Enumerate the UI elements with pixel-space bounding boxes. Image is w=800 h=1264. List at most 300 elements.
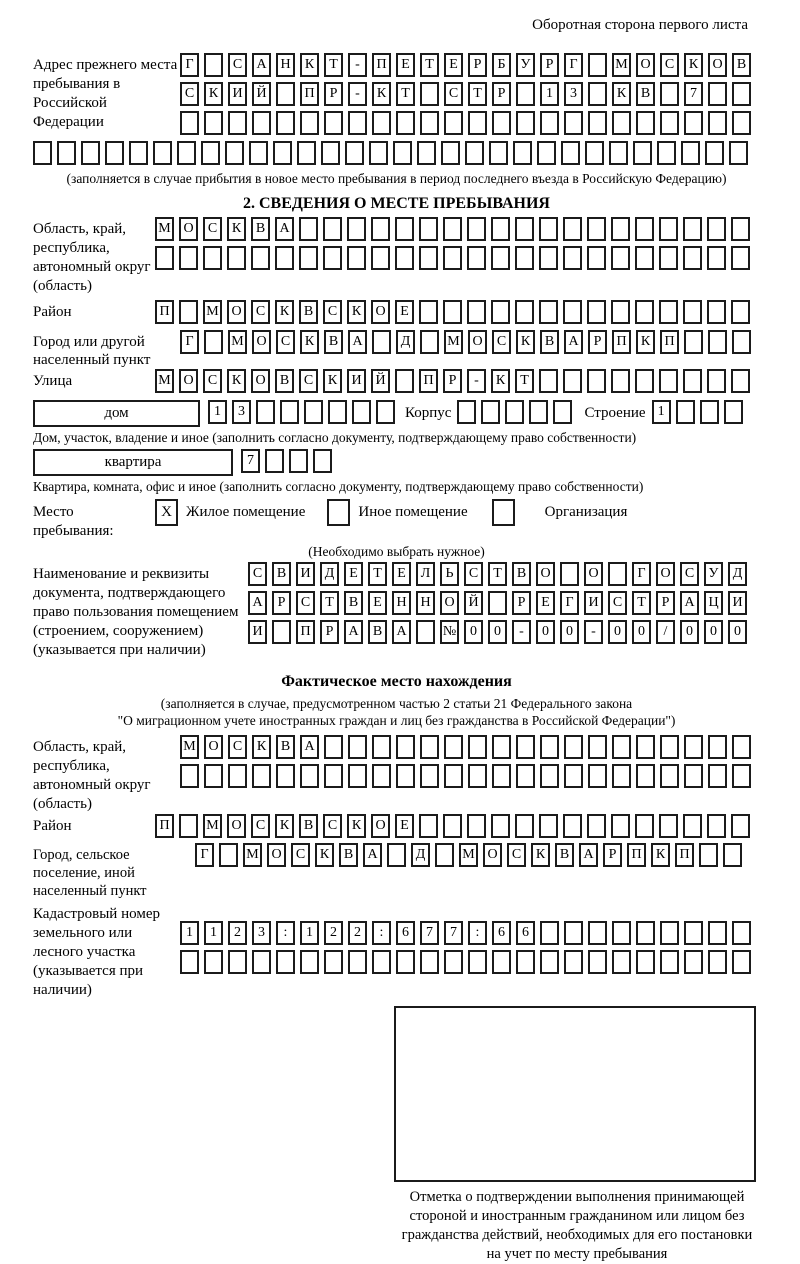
char-box[interactable] xyxy=(395,246,414,270)
char-box[interactable] xyxy=(265,449,284,473)
char-box[interactable]: Т xyxy=(488,562,507,586)
char-box[interactable] xyxy=(324,764,343,788)
char-box[interactable] xyxy=(419,300,438,324)
char-box[interactable] xyxy=(539,369,558,393)
char-box[interactable]: П xyxy=(155,300,174,324)
char-box[interactable]: 1 xyxy=(300,921,319,945)
char-box[interactable]: С xyxy=(203,369,222,393)
char-box[interactable]: Т xyxy=(468,82,487,106)
char-box[interactable] xyxy=(417,141,436,165)
char-box[interactable]: Р xyxy=(324,82,343,106)
char-box[interactable] xyxy=(513,141,532,165)
char-box[interactable]: О xyxy=(179,369,198,393)
char-box[interactable] xyxy=(348,764,367,788)
char-box[interactable] xyxy=(313,449,332,473)
char-box[interactable] xyxy=(57,141,76,165)
char-box[interactable]: О xyxy=(636,53,655,77)
char-box[interactable] xyxy=(396,111,415,135)
char-box[interactable] xyxy=(179,814,198,838)
char-box[interactable]: К xyxy=(516,330,535,354)
char-box[interactable]: Р xyxy=(588,330,607,354)
char-box[interactable] xyxy=(732,82,751,106)
char-box[interactable] xyxy=(659,300,678,324)
char-box[interactable] xyxy=(636,764,655,788)
char-box[interactable]: С xyxy=(299,369,318,393)
char-box[interactable]: С xyxy=(203,217,222,241)
char-box[interactable]: Ь xyxy=(440,562,459,586)
char-box[interactable]: - xyxy=(348,82,367,106)
char-box[interactable]: 2 xyxy=(324,921,343,945)
char-box[interactable] xyxy=(516,764,535,788)
char-box[interactable] xyxy=(635,246,654,270)
char-box[interactable] xyxy=(280,400,299,424)
char-box[interactable] xyxy=(731,300,750,324)
char-box[interactable] xyxy=(372,111,391,135)
char-box[interactable]: Е xyxy=(396,53,415,77)
char-box[interactable] xyxy=(635,300,654,324)
char-box[interactable]: П xyxy=(419,369,438,393)
char-box[interactable]: В xyxy=(299,814,318,838)
char-box[interactable]: О xyxy=(440,591,459,615)
char-box[interactable] xyxy=(201,141,220,165)
char-box[interactable] xyxy=(276,950,295,974)
char-box[interactable] xyxy=(180,111,199,135)
char-box[interactable] xyxy=(420,950,439,974)
char-box[interactable]: - xyxy=(512,620,531,644)
char-box[interactable]: Е xyxy=(395,814,414,838)
char-box[interactable] xyxy=(420,111,439,135)
char-box[interactable]: Р xyxy=(492,82,511,106)
char-box[interactable]: П xyxy=(155,814,174,838)
char-box[interactable] xyxy=(681,141,700,165)
char-box[interactable] xyxy=(633,141,652,165)
char-box[interactable] xyxy=(81,141,100,165)
char-box[interactable] xyxy=(180,764,199,788)
char-box[interactable] xyxy=(611,369,630,393)
char-box[interactable] xyxy=(516,111,535,135)
char-box[interactable] xyxy=(660,921,679,945)
char-box[interactable]: С xyxy=(248,562,267,586)
char-box[interactable]: К xyxy=(204,82,223,106)
char-box[interactable] xyxy=(611,217,630,241)
char-box[interactable] xyxy=(708,330,727,354)
char-box[interactable] xyxy=(635,217,654,241)
char-box[interactable] xyxy=(420,735,439,759)
char-box[interactable]: : xyxy=(468,921,487,945)
char-box[interactable]: О xyxy=(251,369,270,393)
char-box[interactable]: С xyxy=(291,843,310,867)
char-box[interactable] xyxy=(347,246,366,270)
char-box[interactable]: С xyxy=(323,300,342,324)
char-box[interactable] xyxy=(465,141,484,165)
char-box[interactable]: С xyxy=(323,814,342,838)
char-box[interactable] xyxy=(252,111,271,135)
char-box[interactable]: 0 xyxy=(536,620,555,644)
char-box[interactable] xyxy=(249,141,268,165)
char-box[interactable] xyxy=(467,300,486,324)
char-box[interactable] xyxy=(683,246,702,270)
char-box[interactable] xyxy=(684,950,703,974)
char-box[interactable] xyxy=(419,246,438,270)
char-box[interactable] xyxy=(612,764,631,788)
char-box[interactable] xyxy=(732,111,751,135)
char-box[interactable] xyxy=(492,735,511,759)
char-box[interactable] xyxy=(660,950,679,974)
char-box[interactable] xyxy=(588,82,607,106)
char-box[interactable] xyxy=(396,735,415,759)
char-box[interactable] xyxy=(608,562,627,586)
char-box[interactable]: Р xyxy=(540,53,559,77)
char-box[interactable]: А xyxy=(275,217,294,241)
char-box[interactable] xyxy=(491,217,510,241)
char-box[interactable] xyxy=(732,764,751,788)
char-box[interactable]: - xyxy=(467,369,486,393)
char-box[interactable] xyxy=(491,300,510,324)
char-box[interactable] xyxy=(612,950,631,974)
char-box[interactable]: О xyxy=(267,843,286,867)
char-box[interactable] xyxy=(676,400,695,424)
char-box[interactable] xyxy=(468,764,487,788)
stay-type-checkbox-other-premises[interactable] xyxy=(327,499,350,526)
char-box[interactable]: К xyxy=(684,53,703,77)
char-box[interactable]: А xyxy=(348,330,367,354)
char-box[interactable]: В xyxy=(636,82,655,106)
char-box[interactable] xyxy=(539,246,558,270)
char-box[interactable] xyxy=(228,111,247,135)
char-box[interactable]: П xyxy=(675,843,694,867)
char-box[interactable]: С xyxy=(251,814,270,838)
char-box[interactable] xyxy=(252,950,271,974)
char-box[interactable]: К xyxy=(300,330,319,354)
char-box[interactable] xyxy=(300,950,319,974)
char-box[interactable] xyxy=(204,330,223,354)
char-box[interactable] xyxy=(563,246,582,270)
char-box[interactable]: А xyxy=(579,843,598,867)
char-box[interactable] xyxy=(708,764,727,788)
char-box[interactable] xyxy=(587,300,606,324)
char-box[interactable]: О xyxy=(536,562,555,586)
char-box[interactable] xyxy=(539,814,558,838)
char-box[interactable] xyxy=(515,814,534,838)
char-box[interactable] xyxy=(468,950,487,974)
char-box[interactable]: 0 xyxy=(608,620,627,644)
char-box[interactable] xyxy=(299,217,318,241)
char-box[interactable]: Д xyxy=(396,330,415,354)
char-box[interactable]: А xyxy=(252,53,271,77)
char-box[interactable] xyxy=(707,369,726,393)
char-box[interactable] xyxy=(299,246,318,270)
char-box[interactable]: Е xyxy=(344,562,363,586)
char-box[interactable] xyxy=(609,141,628,165)
char-box[interactable]: Р xyxy=(656,591,675,615)
char-box[interactable] xyxy=(732,735,751,759)
char-box[interactable] xyxy=(324,735,343,759)
char-box[interactable]: 0 xyxy=(560,620,579,644)
char-box[interactable]: А xyxy=(564,330,583,354)
char-box[interactable] xyxy=(612,735,631,759)
char-box[interactable]: И xyxy=(728,591,747,615)
char-box[interactable]: 3 xyxy=(252,921,271,945)
char-box[interactable] xyxy=(420,764,439,788)
char-box[interactable]: - xyxy=(584,620,603,644)
stay-type-checkbox-residential[interactable]: X xyxy=(155,499,178,526)
char-box[interactable]: О xyxy=(227,300,246,324)
char-box[interactable] xyxy=(153,141,172,165)
char-box[interactable] xyxy=(636,735,655,759)
char-box[interactable]: Р xyxy=(512,591,531,615)
char-box[interactable]: В xyxy=(272,562,291,586)
char-box[interactable] xyxy=(444,735,463,759)
char-box[interactable]: 0 xyxy=(680,620,699,644)
char-box[interactable]: К xyxy=(372,82,391,106)
char-box[interactable] xyxy=(444,111,463,135)
char-box[interactable]: П xyxy=(296,620,315,644)
char-box[interactable] xyxy=(300,111,319,135)
char-box[interactable] xyxy=(33,141,52,165)
char-box[interactable] xyxy=(684,921,703,945)
char-box[interactable] xyxy=(564,950,583,974)
char-box[interactable]: О xyxy=(656,562,675,586)
char-box[interactable]: В xyxy=(324,330,343,354)
char-box[interactable]: М xyxy=(612,53,631,77)
char-box[interactable]: К xyxy=(651,843,670,867)
char-box[interactable]: Р xyxy=(320,620,339,644)
char-box[interactable]: Р xyxy=(603,843,622,867)
char-box[interactable]: Г xyxy=(564,53,583,77)
char-box[interactable]: О xyxy=(483,843,502,867)
char-box[interactable]: И xyxy=(248,620,267,644)
char-box[interactable]: К xyxy=(531,843,550,867)
char-box[interactable] xyxy=(420,330,439,354)
char-box[interactable] xyxy=(731,217,750,241)
char-box[interactable]: С xyxy=(660,53,679,77)
char-box[interactable] xyxy=(468,111,487,135)
char-box[interactable] xyxy=(684,764,703,788)
char-box[interactable] xyxy=(540,735,559,759)
char-box[interactable] xyxy=(444,950,463,974)
char-box[interactable] xyxy=(219,843,238,867)
char-box[interactable] xyxy=(560,562,579,586)
char-box[interactable]: 0 xyxy=(632,620,651,644)
char-box[interactable] xyxy=(564,921,583,945)
char-box[interactable] xyxy=(660,82,679,106)
char-box[interactable] xyxy=(529,400,548,424)
char-box[interactable] xyxy=(587,246,606,270)
char-box[interactable]: В xyxy=(251,217,270,241)
char-box[interactable] xyxy=(636,921,655,945)
char-box[interactable]: К xyxy=(636,330,655,354)
char-box[interactable] xyxy=(225,141,244,165)
char-box[interactable]: О xyxy=(252,330,271,354)
char-box[interactable]: 2 xyxy=(228,921,247,945)
char-box[interactable]: В xyxy=(512,562,531,586)
char-box[interactable] xyxy=(587,217,606,241)
char-box[interactable] xyxy=(323,246,342,270)
char-box[interactable] xyxy=(371,217,390,241)
char-box[interactable] xyxy=(561,141,580,165)
char-box[interactable] xyxy=(516,82,535,106)
char-box[interactable] xyxy=(660,111,679,135)
char-box[interactable]: О xyxy=(584,562,603,586)
char-box[interactable]: 7 xyxy=(684,82,703,106)
char-box[interactable] xyxy=(588,111,607,135)
char-box[interactable]: Т xyxy=(396,82,415,106)
char-box[interactable]: О xyxy=(227,814,246,838)
char-box[interactable] xyxy=(636,950,655,974)
char-box[interactable] xyxy=(348,111,367,135)
char-box[interactable]: П xyxy=(300,82,319,106)
char-box[interactable]: С xyxy=(507,843,526,867)
char-box[interactable] xyxy=(396,764,415,788)
char-box[interactable] xyxy=(612,921,631,945)
char-box[interactable] xyxy=(699,843,718,867)
char-box[interactable]: Н xyxy=(416,591,435,615)
char-box[interactable] xyxy=(297,141,316,165)
char-box[interactable]: О xyxy=(371,814,390,838)
char-box[interactable]: / xyxy=(656,620,675,644)
char-box[interactable] xyxy=(203,246,222,270)
char-box[interactable]: 1 xyxy=(652,400,671,424)
char-box[interactable] xyxy=(564,735,583,759)
char-box[interactable]: С xyxy=(228,53,247,77)
stay-type-checkbox-organization[interactable] xyxy=(492,499,515,526)
char-box[interactable] xyxy=(489,141,508,165)
char-box[interactable]: Г xyxy=(560,591,579,615)
char-box[interactable] xyxy=(563,369,582,393)
char-box[interactable] xyxy=(395,217,414,241)
char-box[interactable] xyxy=(228,950,247,974)
char-box[interactable]: 0 xyxy=(488,620,507,644)
char-box[interactable] xyxy=(204,53,223,77)
char-box[interactable]: И xyxy=(228,82,247,106)
char-box[interactable]: Т xyxy=(420,53,439,77)
char-box[interactable]: Й xyxy=(252,82,271,106)
char-box[interactable]: У xyxy=(516,53,535,77)
char-box[interactable] xyxy=(540,111,559,135)
char-box[interactable]: И xyxy=(347,369,366,393)
char-box[interactable]: М xyxy=(203,300,222,324)
char-box[interactable] xyxy=(467,246,486,270)
char-box[interactable] xyxy=(289,449,308,473)
char-box[interactable]: Л xyxy=(416,562,435,586)
char-box[interactable]: С xyxy=(251,300,270,324)
char-box[interactable]: Й xyxy=(464,591,483,615)
char-box[interactable] xyxy=(588,921,607,945)
char-box[interactable]: О xyxy=(468,330,487,354)
char-box[interactable]: В xyxy=(339,843,358,867)
char-box[interactable] xyxy=(516,735,535,759)
char-box[interactable]: П xyxy=(627,843,646,867)
char-box[interactable] xyxy=(505,400,524,424)
char-box[interactable]: К xyxy=(227,217,246,241)
char-box[interactable] xyxy=(587,369,606,393)
char-box[interactable] xyxy=(179,300,198,324)
char-box[interactable]: А xyxy=(680,591,699,615)
char-box[interactable]: О xyxy=(204,735,223,759)
char-box[interactable] xyxy=(564,764,583,788)
char-box[interactable]: В xyxy=(732,53,751,77)
char-box[interactable]: 1 xyxy=(204,921,223,945)
char-box[interactable]: П xyxy=(660,330,679,354)
char-box[interactable] xyxy=(731,369,750,393)
char-box[interactable]: С xyxy=(492,330,511,354)
char-box[interactable]: 1 xyxy=(540,82,559,106)
char-box[interactable] xyxy=(683,369,702,393)
char-box[interactable]: В xyxy=(275,369,294,393)
char-box[interactable]: В xyxy=(276,735,295,759)
char-box[interactable] xyxy=(491,246,510,270)
char-box[interactable]: Б xyxy=(492,53,511,77)
char-box[interactable]: В xyxy=(299,300,318,324)
char-box[interactable] xyxy=(635,369,654,393)
char-box[interactable] xyxy=(540,764,559,788)
char-box[interactable]: С xyxy=(296,591,315,615)
char-box[interactable] xyxy=(352,400,371,424)
char-box[interactable] xyxy=(276,111,295,135)
char-box[interactable] xyxy=(155,246,174,270)
char-box[interactable] xyxy=(731,246,750,270)
char-box[interactable]: 7 xyxy=(420,921,439,945)
char-box[interactable] xyxy=(324,950,343,974)
char-box[interactable]: 2 xyxy=(348,921,367,945)
char-box[interactable] xyxy=(540,921,559,945)
char-box[interactable] xyxy=(612,111,631,135)
char-box[interactable]: Г xyxy=(180,330,199,354)
char-box[interactable]: К xyxy=(347,814,366,838)
char-box[interactable] xyxy=(723,843,742,867)
char-box[interactable] xyxy=(179,246,198,270)
char-box[interactable]: 3 xyxy=(564,82,583,106)
char-box[interactable] xyxy=(564,111,583,135)
char-box[interactable] xyxy=(611,246,630,270)
char-box[interactable] xyxy=(251,246,270,270)
char-box[interactable]: Г xyxy=(180,53,199,77)
char-box[interactable] xyxy=(539,217,558,241)
char-box[interactable] xyxy=(588,950,607,974)
char-box[interactable] xyxy=(611,814,630,838)
char-box[interactable] xyxy=(563,814,582,838)
char-box[interactable] xyxy=(276,82,295,106)
char-box[interactable]: Е xyxy=(392,562,411,586)
char-box[interactable]: Е xyxy=(395,300,414,324)
char-box[interactable]: 7 xyxy=(444,921,463,945)
char-box[interactable] xyxy=(659,814,678,838)
char-box[interactable] xyxy=(321,141,340,165)
char-box[interactable] xyxy=(204,111,223,135)
char-box[interactable] xyxy=(444,764,463,788)
char-box[interactable]: С xyxy=(444,82,463,106)
char-box[interactable] xyxy=(272,620,291,644)
char-box[interactable] xyxy=(300,764,319,788)
char-box[interactable] xyxy=(636,111,655,135)
char-box[interactable] xyxy=(467,814,486,838)
char-box[interactable] xyxy=(585,141,604,165)
char-box[interactable] xyxy=(657,141,676,165)
char-box[interactable] xyxy=(659,217,678,241)
char-box[interactable] xyxy=(324,111,343,135)
char-box[interactable]: Ц xyxy=(704,591,723,615)
char-box[interactable]: О xyxy=(708,53,727,77)
char-box[interactable] xyxy=(275,246,294,270)
char-box[interactable]: Г xyxy=(632,562,651,586)
char-box[interactable] xyxy=(660,764,679,788)
char-box[interactable] xyxy=(515,300,534,324)
char-box[interactable]: В xyxy=(368,620,387,644)
char-box[interactable]: С xyxy=(228,735,247,759)
char-box[interactable]: 1 xyxy=(180,921,199,945)
char-box[interactable] xyxy=(204,950,223,974)
char-box[interactable]: С xyxy=(680,562,699,586)
